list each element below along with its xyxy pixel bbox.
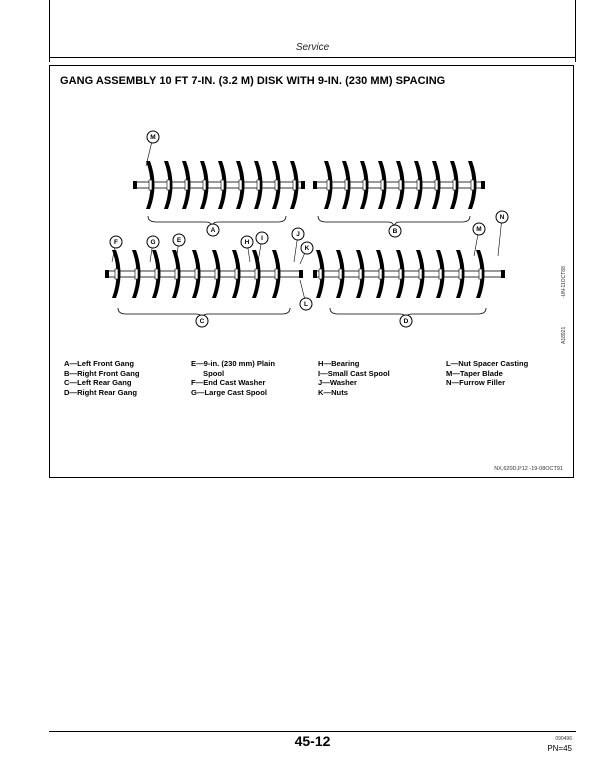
left-rear-gang-spool-7 — [235, 269, 238, 279]
figure-title: GANG ASSEMBLY 10 FT 7-IN. (3.2 M) DISK WITH 9-IN. (230 MM) SPACING — [60, 75, 446, 87]
right-front-gang-spool-9 — [471, 180, 474, 190]
legend-item-l: L—Nut Spacer Casting — [446, 359, 529, 368]
legend-item-n: N—Furrow Filler — [446, 378, 506, 388]
callout-label: M — [476, 226, 482, 233]
left-rear-gang-end-left — [105, 270, 109, 278]
left-rear-gang-end-right — [299, 270, 303, 278]
left-front-gang-spool-1 — [149, 180, 152, 190]
left-front-gang-end-right — [301, 181, 305, 189]
legend-item-e-cont: Spool — [203, 368, 225, 378]
right-rear-gang-spool-8 — [459, 269, 462, 279]
callout-label: E — [176, 237, 182, 244]
callout-k-11 — [301, 242, 313, 254]
figure-box — [49, 65, 574, 478]
callout-label: L — [304, 301, 308, 308]
right-rear-gang-spool-3 — [359, 269, 362, 279]
right-front-gang-spool-8 — [453, 180, 456, 190]
callout-h-8 — [241, 236, 253, 248]
callout-label: G — [150, 239, 156, 246]
callout-label: C — [199, 318, 205, 325]
page-number: 45-12 — [294, 733, 331, 749]
left-rear-gang-spool-9 — [275, 269, 278, 279]
left-front-gang-spool-4 — [203, 180, 206, 190]
right-front-gang-spool-6 — [417, 180, 420, 190]
callout-label: I — [261, 235, 263, 242]
callout-l-12 — [300, 298, 312, 310]
legend-column-2 — [191, 359, 275, 397]
section-header: Service — [295, 42, 330, 53]
legend-item-g: G—Large Cast Spool — [191, 387, 267, 397]
legend-item-d: D—Right Rear Gang — [64, 387, 137, 397]
callout-label: J — [296, 231, 300, 238]
left-front-gang-spool-7 — [257, 180, 260, 190]
callout-label: B — [392, 228, 398, 235]
right-front-gang-spool-3 — [363, 180, 366, 190]
right-rear-gang-end-right — [501, 270, 505, 278]
left-front-gang-end-left — [133, 181, 137, 189]
left-front-gang-spool-9 — [293, 180, 296, 190]
callout-j-10 — [292, 228, 304, 240]
callout-label: N — [499, 214, 505, 221]
footer-code: 090496 — [555, 736, 572, 742]
left-rear-gang-spool-5 — [195, 269, 198, 279]
callout-c-13 — [196, 315, 208, 327]
callout-g-6 — [147, 236, 159, 248]
right-rear-gang-spool-1 — [319, 269, 322, 279]
left-front-gang-spool-5 — [221, 180, 224, 190]
side-code-2: A18921 — [561, 326, 567, 344]
callout-m-0 — [147, 131, 159, 143]
side-code-1: -UN-11OCT88 — [561, 266, 567, 298]
footer-rule — [49, 731, 576, 732]
callout-e-7 — [173, 234, 185, 246]
gang-assembly-diagram — [50, 66, 573, 477]
left-front-gang-spool-6 — [239, 180, 242, 190]
callout-label: M — [150, 134, 156, 141]
left-rear-gang-spool-3 — [155, 269, 158, 279]
left-rear-gang-spool-1 — [115, 269, 118, 279]
left-rear-gang-spool-8 — [255, 269, 258, 279]
legend-item-j: J—Washer — [318, 378, 357, 388]
legend-column-1 — [64, 359, 140, 397]
callout-label: H — [244, 239, 250, 246]
footer-pn: PN=45 — [547, 744, 572, 753]
legend-column-3 — [318, 359, 390, 397]
right-rear-gang-spool-4 — [379, 269, 382, 279]
callout-d-14 — [400, 315, 412, 327]
callout-label: D — [403, 318, 409, 325]
right-rear-gang-spool-7 — [439, 269, 442, 279]
callout-m-4 — [473, 223, 485, 235]
callout-a-1 — [207, 224, 219, 236]
callout-n-3 — [496, 211, 508, 223]
right-front-gang-spool-5 — [399, 180, 402, 190]
legend-item-i: I—Small Cast Spool — [318, 368, 390, 378]
margin-line-right — [575, 0, 576, 62]
callout-label: K — [304, 245, 310, 252]
legend-item-a: A—Left Front Gang — [64, 359, 135, 368]
legend-item-m: M—Taper Blade — [446, 368, 503, 378]
right-rear-gang-spool-9 — [479, 269, 482, 279]
legend-column-4 — [446, 359, 528, 388]
legend-item-c: C—Left Rear Gang — [64, 378, 132, 388]
right-rear-gang-spool-5 — [399, 269, 402, 279]
legend-item-k: K—Nuts — [318, 387, 348, 397]
left-front-gang-spool-8 — [275, 180, 278, 190]
left-front-gang-spool-2 — [167, 180, 170, 190]
callout-label: F — [114, 239, 118, 246]
left-front-gang-spool-3 — [185, 180, 188, 190]
right-front-gang-end-right — [481, 181, 485, 189]
right-rear-gang-spool-2 — [339, 269, 342, 279]
right-front-gang-end-left — [313, 181, 317, 189]
right-front-gang-spool-4 — [381, 180, 384, 190]
header-rule — [49, 57, 576, 58]
legend-item-h: H—Bearing — [318, 359, 360, 368]
right-front-gang-spool-2 — [345, 180, 348, 190]
left-rear-gang-spool-6 — [215, 269, 218, 279]
right-front-gang-spool-7 — [435, 180, 438, 190]
right-rear-gang-spool-6 — [419, 269, 422, 279]
callout-label: A — [210, 227, 216, 234]
right-rear-gang-end-left — [313, 270, 317, 278]
legend-item-b: B—Right Front Gang — [64, 368, 140, 378]
legend-item-f: F—End Cast Washer — [191, 378, 266, 388]
callout-i-9 — [256, 232, 268, 244]
legend-item-e: E—9-in. (230 mm) Plain — [191, 359, 275, 368]
left-rear-gang-spool-2 — [135, 269, 138, 279]
left-rear-gang-spool-4 — [175, 269, 178, 279]
right-front-gang-spool-1 — [327, 180, 330, 190]
callout-b-2 — [389, 225, 401, 237]
callout-f-5 — [110, 236, 122, 248]
figure-footer-code: NX,620D,P12 -19-08OCT91 — [494, 466, 563, 472]
